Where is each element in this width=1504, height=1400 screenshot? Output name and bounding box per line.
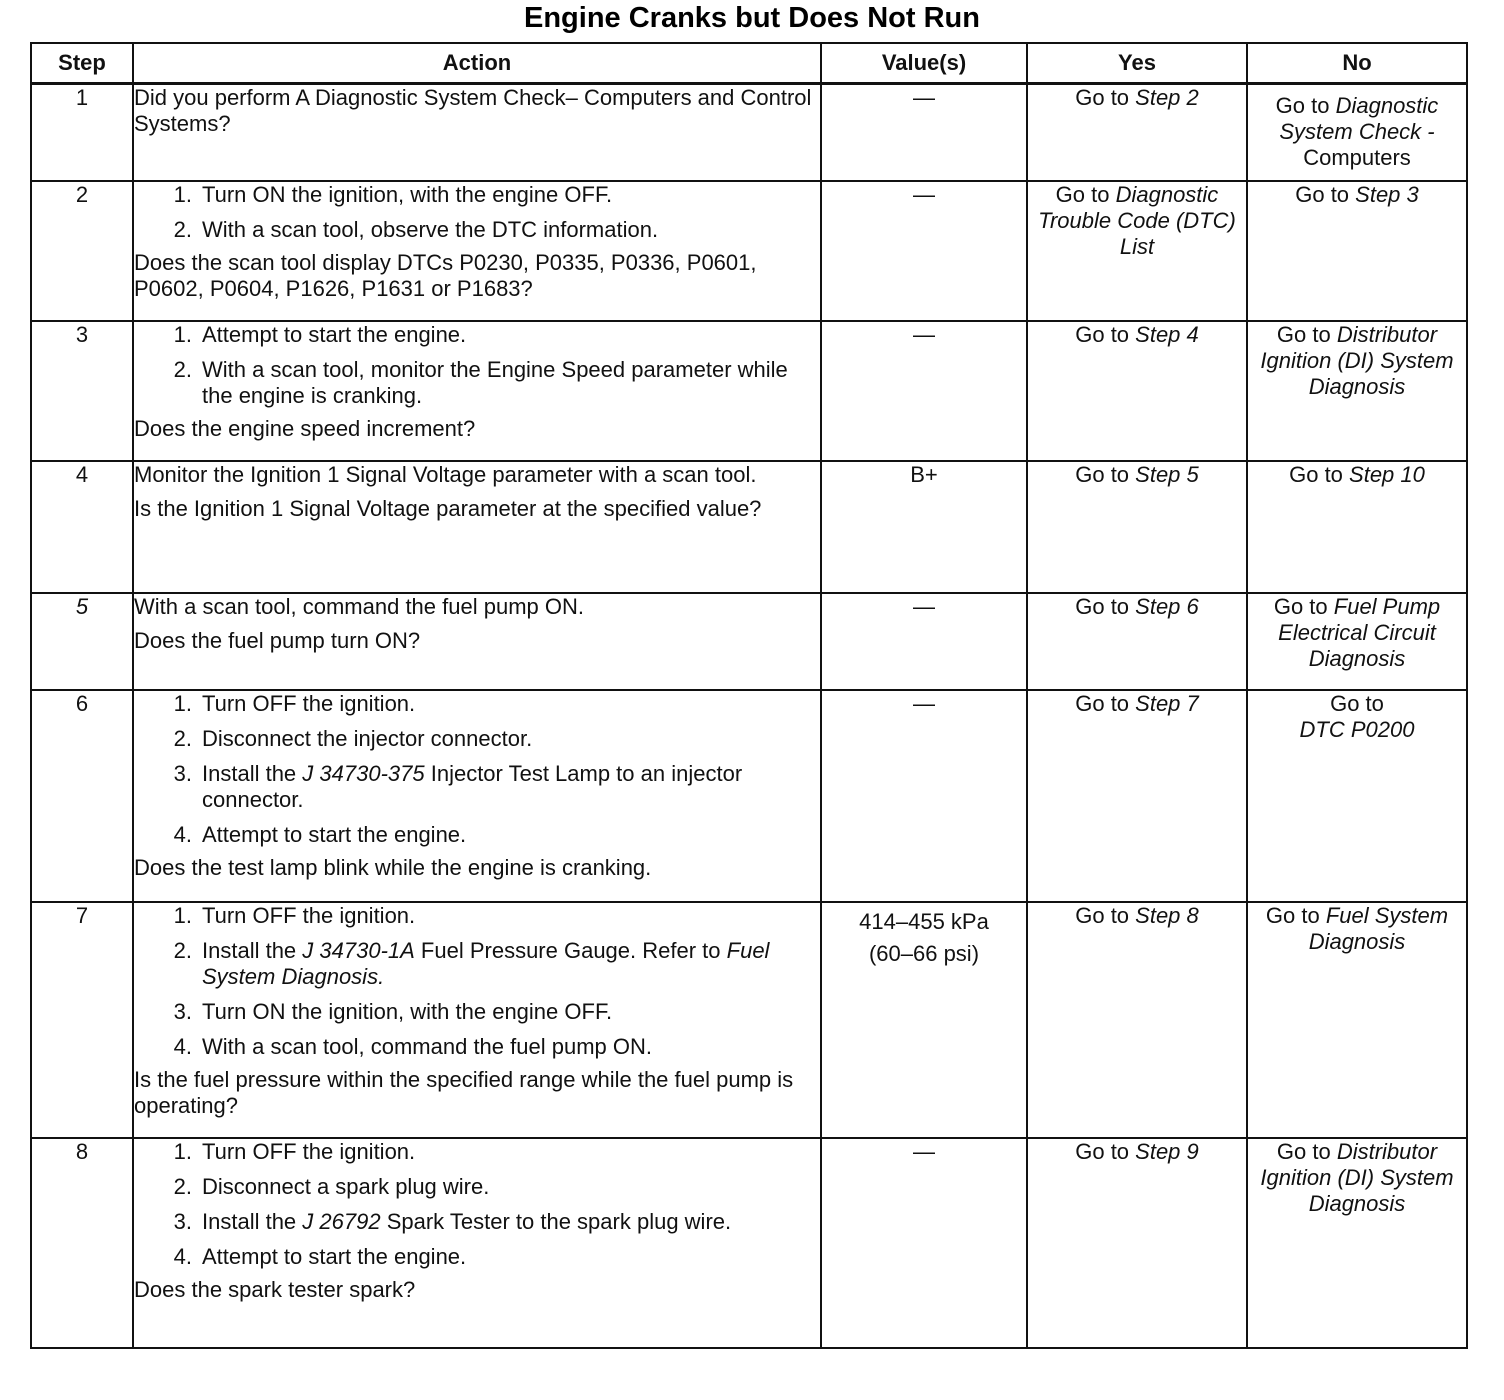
- yes-cell: [1027, 902, 1247, 1138]
- yes-cell: [1027, 461, 1247, 593]
- value-cell: [821, 902, 1027, 1138]
- no-link[interactable]: Distributor Ignition (DI) System Diagnosis: [1260, 321, 1454, 399]
- value-cell: —: [821, 690, 1027, 902]
- action-cell: [133, 690, 821, 902]
- action-question: Does the fuel pump turn ON?: [134, 627, 421, 653]
- table-row: [31, 902, 1467, 1138]
- action-text: Did you perform A Diagnostic System Check– Computers and Control Systems?: [134, 85, 812, 136]
- action-cell: [133, 84, 821, 181]
- header-yes: Yes: [1027, 43, 1247, 84]
- action-cell: [133, 593, 821, 690]
- step-number: 7: [31, 902, 133, 1138]
- value-cell: B+: [821, 461, 1027, 593]
- step-number: 3: [31, 321, 133, 461]
- list-item: 1. Turn ON the ignition, with the engine OFF.: [173, 181, 613, 207]
- no-suffix: Computers: [1303, 145, 1411, 170]
- action-question: Does the spark tester spark?: [134, 1276, 416, 1302]
- list-item: 2. Disconnect the injector connector.: [173, 725, 533, 751]
- header-row: [31, 43, 1467, 84]
- yes-link[interactable]: Step 4: [1135, 321, 1199, 347]
- action-list: [134, 182, 820, 243]
- list-item: 3. Turn ON the ignition, with the engine OFF.: [173, 998, 613, 1024]
- table-row: [31, 84, 1467, 181]
- list-item: 2. With a scan tool, observe the DTC information.: [173, 216, 659, 242]
- yes-cell: [1027, 1138, 1247, 1348]
- goto-prefix: Go to: [1295, 181, 1356, 207]
- yes-link[interactable]: Step 9: [1135, 1138, 1199, 1164]
- list-item: 1. Turn OFF the ignition.: [173, 690, 416, 716]
- action-cell: [133, 181, 821, 321]
- goto-prefix: Go to: [1276, 321, 1337, 347]
- yes-link[interactable]: Step 7: [1135, 690, 1199, 716]
- goto-prefix: Go to: [1276, 1138, 1337, 1164]
- list-item: 1. Turn OFF the ignition.: [173, 1138, 416, 1164]
- yes-cell: [1027, 321, 1247, 461]
- yes-link[interactable]: Step 2: [1135, 85, 1199, 110]
- goto-prefix: Go to: [1075, 1138, 1136, 1164]
- no-link[interactable]: Distributor Ignition (DI) System Diagnosis: [1260, 1138, 1454, 1216]
- table-row: [31, 181, 1467, 321]
- list-item: 1. Attempt to start the engine.: [173, 321, 467, 347]
- goto-prefix: Go to: [1075, 593, 1136, 619]
- no-cell: [1247, 181, 1467, 321]
- goto-prefix: Go to: [1075, 690, 1136, 716]
- list-item: 4. Attempt to start the engine.: [173, 821, 467, 847]
- no-link[interactable]: Fuel System Diagnosis: [1308, 902, 1449, 954]
- yes-cell: [1027, 84, 1247, 181]
- goto-prefix: Go to: [1273, 593, 1334, 619]
- yes-cell: [1027, 593, 1247, 690]
- header-values: Value(s): [821, 43, 1027, 84]
- no-cell: [1247, 593, 1467, 690]
- header-action: Action: [133, 43, 821, 84]
- yes-cell: [1027, 690, 1247, 902]
- list-item: 2. With a scan tool, monitor the Engine Speed parameter while the engine is cranking.: [173, 356, 788, 408]
- step-number: 1: [31, 84, 133, 181]
- no-cell: [1247, 321, 1467, 461]
- table-row: [31, 593, 1467, 690]
- list-item: 4. Attempt to start the engine.: [173, 1243, 467, 1269]
- no-link[interactable]: Diagnostic System Check -: [1279, 93, 1439, 144]
- value-cell: —: [821, 321, 1027, 461]
- goto-prefix: Go to: [1075, 902, 1136, 928]
- list-item: 3. Install the J 26792 Spark Tester to the spark plug wire.: [173, 1208, 732, 1234]
- step-number: 4: [31, 461, 133, 593]
- value-kpa: 414–455 kPa: [859, 908, 989, 934]
- action-text: With a scan tool, command the fuel pump ON.: [134, 593, 584, 619]
- diagnostic-table: [30, 42, 1468, 1349]
- no-cell: [1247, 461, 1467, 593]
- action-cell: [133, 902, 821, 1138]
- action-question: Does the test lamp blink while the engine is cranking.: [134, 854, 652, 880]
- page-title: Engine Cranks but Does Not Run: [524, 2, 980, 34]
- action-list: [134, 691, 820, 848]
- table-row: [31, 1138, 1467, 1348]
- no-cell: [1247, 1138, 1467, 1348]
- table-row: [31, 461, 1467, 593]
- tool-ref: J 34730-375: [302, 760, 425, 786]
- action-cell: [133, 321, 821, 461]
- action-question: Is the fuel pressure within the specified range while the fuel pump is operating?: [134, 1066, 794, 1118]
- no-cell: [1247, 84, 1467, 181]
- list-item: 3. Install the J 34730-375 Injector Test Lamp to an injector connector.: [173, 760, 743, 812]
- value-cell: —: [821, 1138, 1027, 1348]
- action-text: Monitor the Ignition 1 Signal Voltage parameter with a scan tool.: [134, 461, 757, 487]
- header-step: Step: [31, 43, 133, 84]
- yes-link[interactable]: Diagnostic Trouble Code (DTC) List: [1038, 181, 1236, 259]
- goto-prefix: Go to: [1265, 902, 1326, 928]
- value-cell: —: [821, 593, 1027, 690]
- list-item: 4. With a scan tool, command the fuel pump ON.: [173, 1033, 652, 1059]
- no-cell: [1247, 690, 1467, 902]
- goto-prefix: Go to: [1075, 461, 1136, 487]
- tool-ref: J 26792: [302, 1208, 381, 1234]
- action-cell: [133, 461, 821, 593]
- action-question: Does the engine speed increment?: [134, 415, 476, 441]
- action-question: Is the Ignition 1 Signal Voltage parameter at the specified value?: [134, 495, 762, 521]
- table-row: [31, 321, 1467, 461]
- no-link[interactable]: Fuel Pump Electrical Circuit Diagnosis: [1278, 593, 1441, 671]
- yes-cell: [1027, 181, 1247, 321]
- value-cell: —: [821, 84, 1027, 181]
- action-cell: [133, 1138, 821, 1348]
- no-cell: [1247, 902, 1467, 1138]
- goto-prefix: Go to: [1075, 85, 1136, 110]
- tool-ref: J 34730-1A: [302, 937, 415, 963]
- yes-link[interactable]: Step 6: [1135, 593, 1199, 619]
- action-list: [134, 903, 820, 1060]
- no-link[interactable]: Step 3: [1355, 181, 1419, 207]
- value-cell: —: [821, 181, 1027, 321]
- step-number: 8: [31, 1138, 133, 1348]
- goto-prefix: Go to: [1330, 690, 1384, 716]
- step-number: 5: [31, 593, 133, 690]
- goto-prefix: Go to: [1055, 181, 1116, 207]
- no-link[interactable]: DTC P0200: [1299, 716, 1415, 742]
- no-link[interactable]: Step 10: [1349, 461, 1425, 487]
- header-no: No: [1247, 43, 1467, 84]
- step-number: 2: [31, 181, 133, 321]
- value-psi: (60–66 psi): [868, 940, 980, 966]
- yes-link[interactable]: Step 5: [1135, 461, 1199, 487]
- action-question: Does the scan tool display DTCs P0230, P0335, P0336, P0601, P0602, P0604, P1626, P1631 or P1683?: [134, 249, 757, 301]
- goto-prefix: Go to: [1075, 321, 1136, 347]
- list-item: 2. Install the J 34730-1A Fuel Pressure Gauge. Refer to Fuel System Diagnosis.: [173, 937, 770, 989]
- doc-ref: Fuel System Diagnosis.: [202, 937, 770, 989]
- yes-link[interactable]: Step 8: [1135, 902, 1199, 928]
- table-row: [31, 690, 1467, 902]
- action-list: [134, 322, 820, 409]
- list-item: 1. Turn OFF the ignition.: [173, 902, 416, 928]
- goto-prefix: Go to: [1289, 461, 1350, 487]
- list-item: 2. Disconnect a spark plug wire.: [173, 1173, 490, 1199]
- goto-prefix: Go to: [1275, 93, 1336, 118]
- step-number: 6: [31, 690, 133, 902]
- action-list: [134, 1139, 820, 1270]
